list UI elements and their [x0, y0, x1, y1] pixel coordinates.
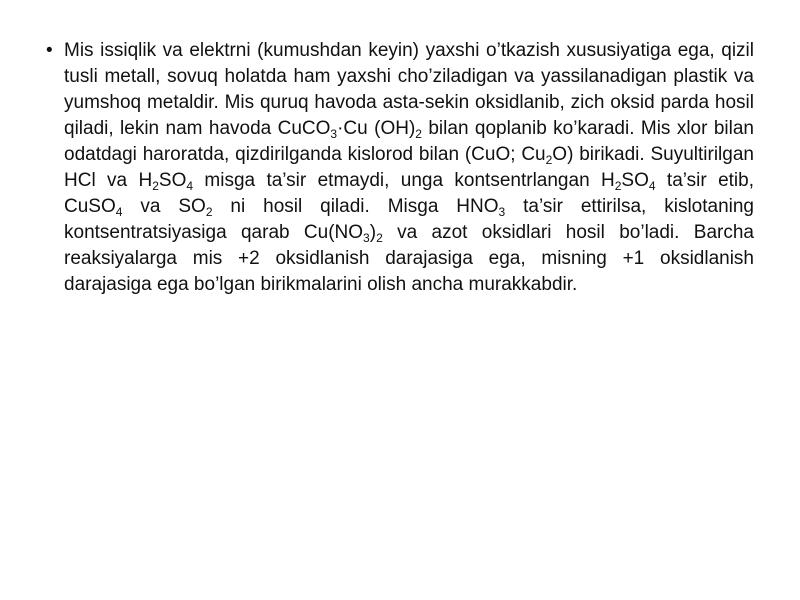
subscript: 4 — [648, 179, 656, 193]
subscript: 2 — [415, 127, 422, 141]
text-run: ni hosil qiladi. Misga HNO — [212, 196, 499, 217]
text-run: va SO — [122, 196, 206, 217]
subscript: 3 — [498, 205, 506, 219]
text-run: O) birikadi. Suyultirilgan HCl va H — [64, 144, 754, 191]
subscript: 4 — [186, 179, 194, 193]
text-run: ) — [369, 222, 377, 243]
text-run: SO — [621, 170, 649, 191]
subscript: 2 — [376, 231, 383, 245]
text-run: ta’sir ettirilsa, kislotaning kontsentratsiyasiga qarab Cu(NO — [64, 196, 754, 243]
bullet-list — [46, 38, 754, 298]
text-run: ·Cu (OH) — [337, 118, 416, 139]
text-run: va azot oksidlari hosil bo’ladi. Barcha reaksiyalarga mis +2 oksidlanish darajasiga ega, misning +1 oksidlanish darajasiga ega bo’lgan birikmalarini olish ancha murakkabdir. — [64, 222, 754, 295]
paragraph-text — [64, 40, 754, 295]
bullet-dot: • — [46, 40, 53, 61]
subscript: 2 — [614, 179, 622, 193]
bullet-item — [46, 38, 754, 298]
subscript: 2 — [545, 153, 553, 167]
subscript: 3 — [363, 231, 370, 245]
text-run: SO — [158, 170, 187, 191]
subscript: 3 — [330, 127, 338, 141]
subscript: 2 — [152, 179, 159, 193]
subscript: 2 — [205, 205, 213, 219]
text-run: ta’sir etib, CuSO — [64, 170, 754, 217]
subscript: 4 — [115, 205, 123, 219]
text-run: misga ta’sir etmaydi, unga kontsentrlangan H — [193, 170, 615, 191]
text-run: Mis issiqlik va elektrni (kumushdan keyin) yaxshi o’tkazish xususiyatiga ega, qizil tusli metall, sovuq holatda ham yaxshi cho’ziladigan va yassilanadigan plastik va yumshoq metaldir. Mis quruq havoda asta-sekin oksidlanib, zich oksid parda hosil qiladi, lekin nam havoda CuCO — [64, 40, 754, 139]
text-run: bilan qoplanib ko’karadi. Mis xlor bilan odatdagi haroratda, qizdirilganda kislorod bilan (CuO; Cu — [64, 118, 754, 165]
